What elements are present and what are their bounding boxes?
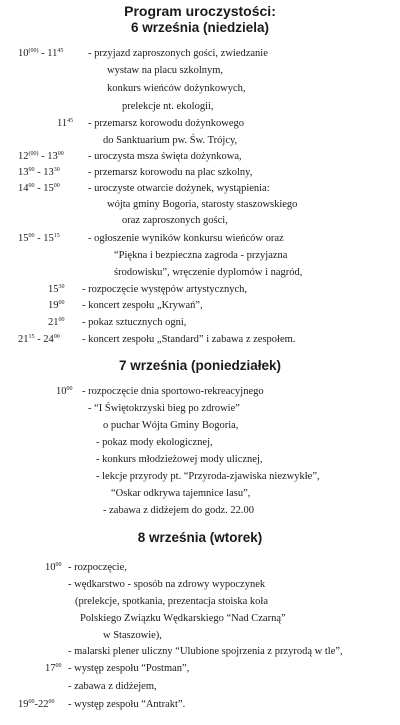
program-line: - konkurs młodzieżowej mody ulicznej, (96, 454, 263, 465)
program-line: “Piękna i bezpieczna zagroda - przyjazna (114, 250, 288, 261)
program-line: w Staszowie), (103, 630, 162, 641)
program-line: - występ zespołu “Antrakt”. (68, 699, 186, 710)
program-line: - lekcje przyrody pt. “Przyroda-zjawiska niezwykłe”, (96, 471, 320, 482)
program-line: - przemarsz korowodu dożynkowego (88, 118, 244, 129)
day-heading-tuesday: 8 września (wtorek) (137, 530, 263, 545)
day-heading-sunday: 6 września (niedziela) (130, 20, 270, 35)
program-line: Polskiego Związku Wędkarskiego “Nad Czarną” (80, 613, 286, 624)
program-line: prelekcje nt. ekologii, (122, 101, 214, 112)
time-slot: $19^{00}$ (48, 300, 65, 311)
program-line: oraz zaproszonych gości, (122, 215, 228, 226)
program-line: konkurs wieńców dożynkowych, (107, 83, 246, 94)
time-slot: $12^{(00)} - 13^{00}$ (18, 151, 64, 162)
program-line: - rozpoczęcie, (68, 562, 127, 573)
program-line: wójta gminy Bogoria, starosty staszowskiego (107, 199, 298, 210)
program-line: - rozpoczęcie dnia sportowo-rekreacyjnego (82, 386, 264, 397)
program-line: (prelekcje, spotkania, prezentacja stoiska koła (75, 596, 268, 607)
time-slot: $21^{00}$ (48, 317, 65, 328)
program-line: - występ zespołu “Postman”, (68, 663, 190, 674)
time-slot: $15^{00} - 15^{15}$ (18, 233, 60, 244)
time-slot: $17^{00}$ (45, 663, 62, 674)
time-slot: $10^{(00)} - 11^{45}$ (18, 48, 64, 59)
time-slot: $13^{00} - 13^{30}$ (18, 167, 60, 178)
program-line: - “I Świętokrzyski bieg po zdrowie” (88, 403, 240, 414)
time-slot: $14^{00} - 15^{00}$ (18, 183, 60, 194)
program-title: Program uroczystości: (124, 3, 276, 19)
day-heading-monday: 7 września (poniedziałek) (118, 358, 282, 373)
program-line: - przyjazd zaproszonych gości, zwiedzanie (88, 48, 268, 59)
time-slot: $19^{00}-22^{00}$ (18, 699, 55, 710)
time-slot: $10^{00}$ (45, 562, 62, 573)
time-slot: $21^{15} - 24^{00}$ (18, 334, 60, 345)
program-line: wystaw na placu szkolnym, (107, 65, 224, 76)
program-line: środowisku”, wręczenie dyplomów i nagród, (114, 267, 303, 278)
program-line: - wędkarstwo - sposób na zdrowy wypoczynek (68, 579, 266, 590)
time-slot: $15^{30}$ (48, 284, 65, 295)
program-line: - pokaz sztucznych ogni, (82, 317, 187, 328)
time-slot: $11^{45}$ (57, 118, 74, 129)
program-line: o puchar Wójta Gminy Bogoria, (103, 420, 239, 431)
program-line: - zabawa z didżejem, (68, 681, 157, 692)
program-line: - koncert zespołu „Standard” i zabawa z zespołem. (82, 334, 296, 345)
program-line: - malarski plener uliczny “Ulubione spojrzenia z przyrodą w tle”, (68, 646, 343, 657)
program-line: - uroczysta msza święta dożynkowa, (88, 151, 242, 162)
program-line: - zabawa z didżejem do godz. 22.00 (103, 505, 255, 516)
time-slot: $10^{00}$ (56, 386, 73, 397)
program-line: - przemarsz korowodu na plac szkolny, (88, 167, 253, 178)
program-line: - ogłoszenie wyników konkursu wieńców oraz (88, 233, 284, 244)
program-line: - pokaz mody ekologicznej, (96, 437, 213, 448)
program-line: do Sanktuarium pw. Św. Trójcy, (103, 135, 238, 146)
program-line: - koncert zespołu „Krywań”, (82, 300, 203, 311)
program-line: - rozpoczęcie występów artystycznych, (82, 284, 248, 295)
program-line: - uroczyste otwarcie dożynek, wystąpienia: (88, 183, 270, 194)
program-line: “Oskar odkrywa tajemnice lasu”, (111, 488, 251, 499)
